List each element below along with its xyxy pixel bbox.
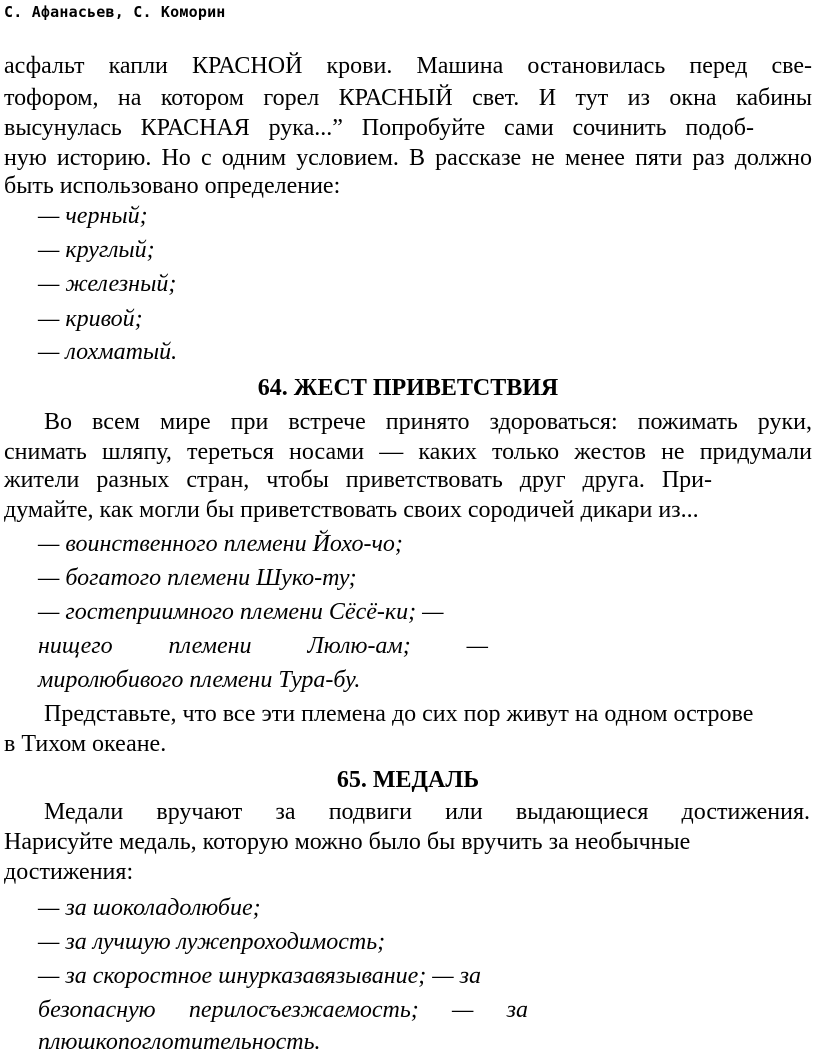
paragraph-line: в Тихом океане. <box>4 731 167 757</box>
paragraph-line: жители разных стран, чтобы приветствовать друг друга. При- <box>4 467 712 493</box>
page-header: С. Афанасьев, С. Коморин <box>4 3 226 21</box>
list-item: — воинственного племени Йохо-чо; <box>38 531 403 557</box>
paragraph-line: думайте, как могли бы приветствовать своих сородичей дикари из... <box>4 497 699 523</box>
paragraph-line: быть использовано определение: <box>4 173 341 199</box>
section-64-title: 64. ЖЕСТ ПРИВЕТСТВИЯ <box>257 375 559 401</box>
list-item: — кривой; <box>38 306 143 332</box>
paragraph-line: Медали вручают за подвиги или выдающиеся достижения. <box>44 799 810 825</box>
paragraph-line: высунулась КРАСНАЯ рука...” Попробуйте сами сочинить подоб- <box>4 115 754 141</box>
paragraph-line: достижения: <box>4 859 134 885</box>
paragraph-line: Представьте, что все эти племена до сих пор живут на одном острове <box>44 701 754 727</box>
section-65-title: 65. МЕДАЛЬ <box>336 767 480 793</box>
paragraph-line: Нарисуйте медаль, которую можно было бы вручить за необычные <box>4 829 691 855</box>
list-item: — лохматый. <box>38 339 178 365</box>
list-item: — гостеприимного племени Сёсё-ки; — <box>38 599 444 625</box>
paragraph-line: тофором, на котором горел КРАСНЫЙ свет. И тут из окна кабины <box>4 85 812 111</box>
list-item: миролюбивого племени Тура-бу. <box>38 667 361 693</box>
list-item: безопасную перилосъезжаемость; — за <box>38 997 528 1023</box>
list-item: — за скоростное шнурказавязывание; — за <box>38 963 481 989</box>
paragraph-line: снимать шляпу, тереться носами — каких только жестов не придумали <box>4 439 812 465</box>
paragraph-line: асфальт капли КРАСНОЙ крови. Машина остановилась перед све- <box>4 53 812 79</box>
paragraph-line: ную историю. Но с одним условием. В рассказе не менее пяти раз должно <box>4 145 812 171</box>
list-item: — черный; <box>38 203 148 229</box>
list-item: плюшкопоглотительность. <box>38 1029 321 1055</box>
list-item: — круглый; <box>38 237 155 263</box>
list-item: — железный; <box>38 271 177 297</box>
list-item: нищего племени Люлю-ам; — <box>38 633 488 659</box>
list-item: — за лучшую лужепроходимость; <box>38 929 386 955</box>
paragraph-line: Во всем мире при встрече принято здороваться: пожимать руки, <box>44 409 812 435</box>
list-item: — за шоколадолюбие; <box>38 895 261 921</box>
list-item: — богатого племени Шуко-ту; <box>38 565 357 591</box>
